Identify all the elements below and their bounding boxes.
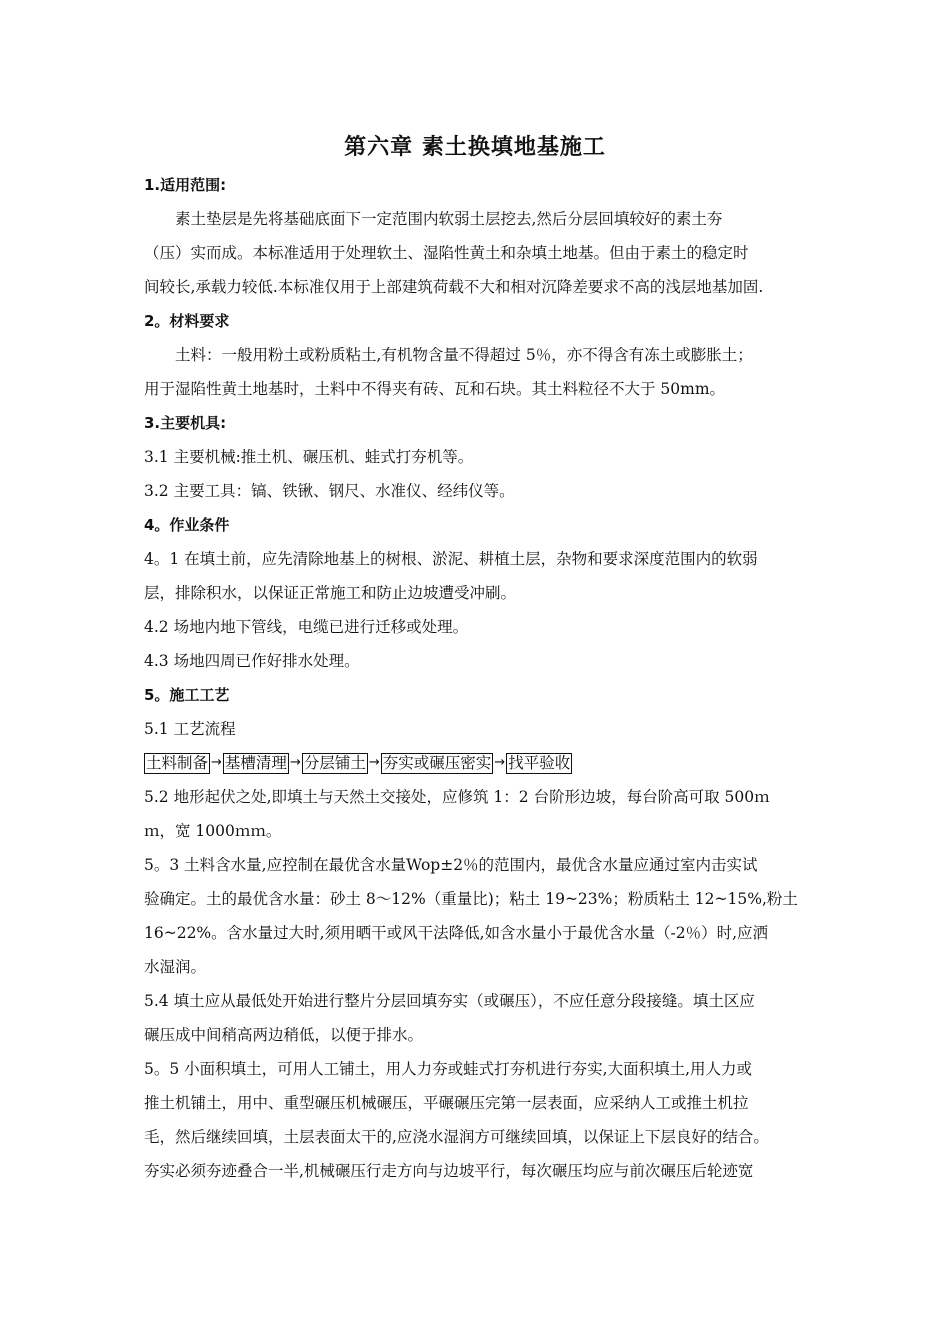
paragraph-line: 用于湿陷性黄土地基时，土料中不得夹有砖、瓦和石块。其土料粒径不大于 50mm。	[144, 380, 726, 398]
flow-step: 基槽清理	[224, 753, 287, 772]
paragraph-line: 5。3 土料含水量,应控制在最优含水量Wop±2％的范围内，最优含水量应通过室内击实试	[144, 856, 758, 874]
paragraph-line: 推土机铺土，用中、重型碾压机械碾压，平碾碾压完第一层表面，应采纳人工或推土机拉	[144, 1094, 749, 1112]
section-heading-materials: 2。材料要求	[144, 312, 230, 330]
paragraph-line: 水湿润。	[144, 958, 207, 976]
paragraph-line: 5.2 地形起伏之处,即填土与天然土交接处，应修筑 1：2 台阶形边坡，每台阶高可取 500ｍ	[144, 788, 770, 806]
arrow-right-icon: →	[368, 755, 380, 770]
subsection-title: 5.1 工艺流程	[144, 720, 236, 738]
paragraph-line: 碾压成中间稍高两边稍低，以便于排水。	[144, 1026, 424, 1044]
paragraph-line: 毛，然后继续回填，土层表面太干的,应浇水湿润方可继续回填，以保证上下层良好的结合。	[144, 1128, 769, 1146]
document-body	[144, 168, 824, 1188]
section-heading-scope: 1.适用范围:	[144, 176, 227, 194]
paragraph-line: ｍ，宽 1000ｍｍ。	[144, 822, 282, 840]
arrow-right-icon: →	[211, 755, 222, 770]
flow-step: 找平验收	[508, 753, 571, 772]
paragraph-line: 5。5 小面积填土，可用人工铺土，用人力夯或蛙式打夯机进行夯实,大面积填土,用人力或	[144, 1060, 753, 1078]
process-flow	[144, 746, 824, 780]
paragraph-line: 3.1 主要机械:推土机、碾压机、蛙式打夯机等。	[144, 448, 474, 466]
flow-step: 分层铺土	[303, 753, 366, 772]
paragraph-line: （压）实而成。本标准适用于处理软土、湿陷性黄土和杂填土地基。但由于素土的稳定时	[144, 244, 749, 262]
paragraph-line: 4.2 场地内地下管线，电缆已进行迁移或处理。	[144, 618, 469, 636]
paragraph-line: 16~22%。含水量过大时,须用晒干或风干法降低,如含水量小于最优含水量（-2％）时,应洒	[144, 924, 769, 942]
paragraph-line: 验确定。土的最优含水量：砂土 8～12%（重量比)；粘土 19~23%；粉质粘土 12~15%,粉土	[144, 890, 798, 908]
flow-step: 夯实或碾压密实	[382, 753, 492, 772]
section-heading-process: 5。施工工艺	[144, 686, 230, 704]
paragraph-line: 4。1 在填土前，应先清除地基上的树根、淤泥、耕植土层，杂物和要求深度范围内的软弱	[144, 550, 758, 568]
paragraph-line: 夯实必须夯迹叠合一半,机械碾压行走方向与边坡平行，每次碾压均应与前次碾压后轮迹宽	[144, 1162, 754, 1180]
paragraph-line: 5.4 填土应从最低处开始进行整片分层回填夯实（或碾压），不应任意分段接缝。填土区应	[144, 992, 755, 1010]
page-title: 第六章 素土换填地基施工	[344, 134, 606, 160]
arrow-right-icon: →	[494, 755, 506, 770]
section-heading-equipment: 3.主要机具:	[144, 414, 227, 432]
paragraph-line: 素土垫层是先将基础底面下一定范围内软弱土层挖去,然后分层回填较好的素土夯	[175, 210, 723, 228]
paragraph-line: 4.3 场地四周已作好排水处理。	[144, 652, 360, 670]
flow-step: 土料制备	[146, 753, 209, 772]
arrow-right-icon: →	[289, 755, 301, 770]
paragraph-line: 土料：一般用粉土或粉质粘土,有机物含量不得超过 5％，亦不得含有冻土或膨胀土；	[175, 346, 753, 364]
paragraph-line: 3.2 主要工具：镐、铁锹、钢尺、水准仪、经纬仪等。	[144, 482, 515, 500]
section-heading-conditions: 4。作业条件	[144, 516, 230, 534]
paragraph-line: 间较长,承载力较低.本标准仅用于上部建筑荷载不大和相对沉降差要求不高的浅层地基加固.	[144, 278, 764, 296]
paragraph-line: 层，排除积水，以保证正常施工和防止边坡遭受冲刷。	[144, 584, 517, 602]
